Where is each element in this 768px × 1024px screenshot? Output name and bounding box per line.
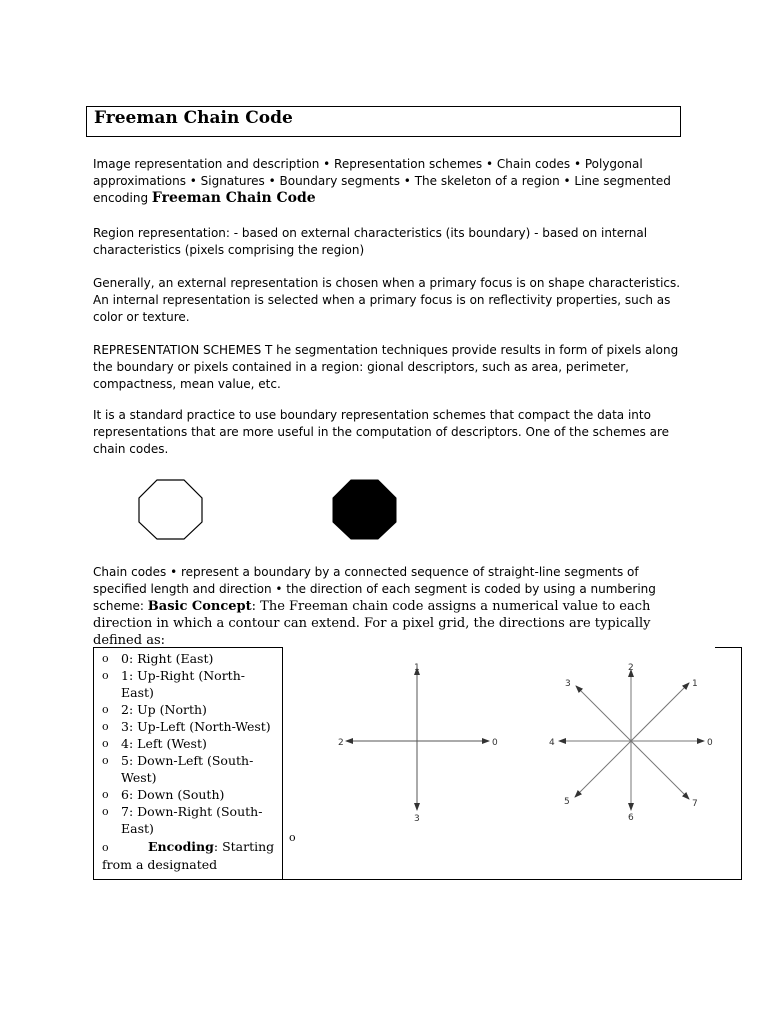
direction-item: o 4: Left (West) xyxy=(102,736,207,751)
direction-label-6: 6 xyxy=(628,813,634,823)
chain-codes-text: Chain codes • represent a boundary by a connected sequence of straight-line segments of specified length and direction • the direction of each segment is coded by using a numbering scheme: xyxy=(93,565,656,613)
page-title: Freeman Chain Code xyxy=(94,108,293,128)
list-bullet: o xyxy=(102,703,109,716)
direction-item: o 1: Up-Right (North-East) xyxy=(102,668,245,700)
eight-direction-diagram xyxy=(549,658,729,828)
schemes-paragraph: REPRESENTATION SCHEMES T he segmentation techniques provide results in form of pixels along the boundary or pixels contained in a region: gional descriptors, such as area, perimeter, compactness, mean value, etc. xyxy=(93,343,679,391)
list-bullet: o xyxy=(102,652,109,665)
list-bullet: o xyxy=(102,805,109,818)
direction-list xyxy=(102,650,274,837)
direction-label-7: 7 xyxy=(692,799,698,809)
direction-3-arrow xyxy=(576,686,631,741)
filled-octagon-image xyxy=(331,478,399,542)
direction-label-3: 3 xyxy=(414,814,420,824)
list-bullet: o xyxy=(102,720,109,733)
outline-octagon-image xyxy=(137,478,205,542)
external-paragraph: Generally, an external representation is chosen when a primary focus is on shape characteristics. An internal representation is selected when a primary focus is on reflectivity properties, such as color or texture. xyxy=(93,276,681,324)
direction-5-arrow xyxy=(575,741,631,797)
directions-table xyxy=(93,647,742,880)
list-bullet: o xyxy=(102,754,109,767)
direction-label-0: 0 xyxy=(707,738,713,748)
direction-label-2: 2 xyxy=(338,738,344,748)
direction-item: o 3: Up-Left (North-West) xyxy=(102,719,271,734)
intro-text: Image representation and description • Representation schemes • Chain codes • Polygonal approximations • Signatures • Boundary segments • The skeleton of a region • Line segmented encoding xyxy=(93,157,671,205)
table-top-gap xyxy=(282,646,715,649)
direction-item: o 7: Down-Right (South-East) xyxy=(102,804,263,836)
intro-paragraph xyxy=(93,156,683,207)
direction-label-4: 4 xyxy=(549,738,555,748)
empty-list-bullet: o xyxy=(289,831,296,844)
list-bullet: o xyxy=(102,788,109,801)
direction-label-3: 3 xyxy=(565,679,571,689)
list-bullet: o xyxy=(102,737,109,750)
direction-item: o 6: Down (South) xyxy=(102,787,225,802)
title-box xyxy=(86,106,681,137)
basic-concept-text: : The Freeman chain code assigns a numerical value to each direction in which a contour can extend. For a pixel grid, the directions are typically defined as: xyxy=(93,599,651,648)
intro-heading: Freeman Chain Code xyxy=(151,190,316,206)
chain-codes-paragraph xyxy=(93,564,683,649)
encoding-item xyxy=(102,838,278,873)
direction-label-5: 5 xyxy=(564,797,570,807)
region-paragraph: Region representation: - based on external characteristics (its boundary) - based on internal characteristics (pixels comprising the region) xyxy=(93,226,648,257)
direction-item: o 2: Up (North) xyxy=(102,702,207,717)
standard-paragraph: It is a standard practice to use boundary representation schemes that compact the data into representations that are more useful in the computation of descriptors. One of the schemes are chain codes. xyxy=(93,408,670,456)
direction-1-arrow xyxy=(631,683,689,741)
direction-label-2: 2 xyxy=(628,663,634,673)
encoding-text: : Starting from a designated xyxy=(102,839,275,872)
direction-item: o 5: Down-Left (South-West) xyxy=(102,753,254,785)
direction-label-1: 1 xyxy=(692,679,698,689)
list-bullet: o xyxy=(102,669,109,682)
direction-label-0: 0 xyxy=(492,738,498,748)
basic-concept-label: Basic Concept xyxy=(147,599,252,614)
direction-7-arrow xyxy=(631,741,689,799)
direction-item: o 0: Right (East) xyxy=(102,651,214,666)
table-column-divider xyxy=(282,647,283,880)
direction-label-1: 1 xyxy=(414,663,420,673)
four-direction-diagram xyxy=(334,658,504,828)
encoding-label: Encoding xyxy=(148,839,214,854)
list-bullet: o xyxy=(102,841,109,854)
